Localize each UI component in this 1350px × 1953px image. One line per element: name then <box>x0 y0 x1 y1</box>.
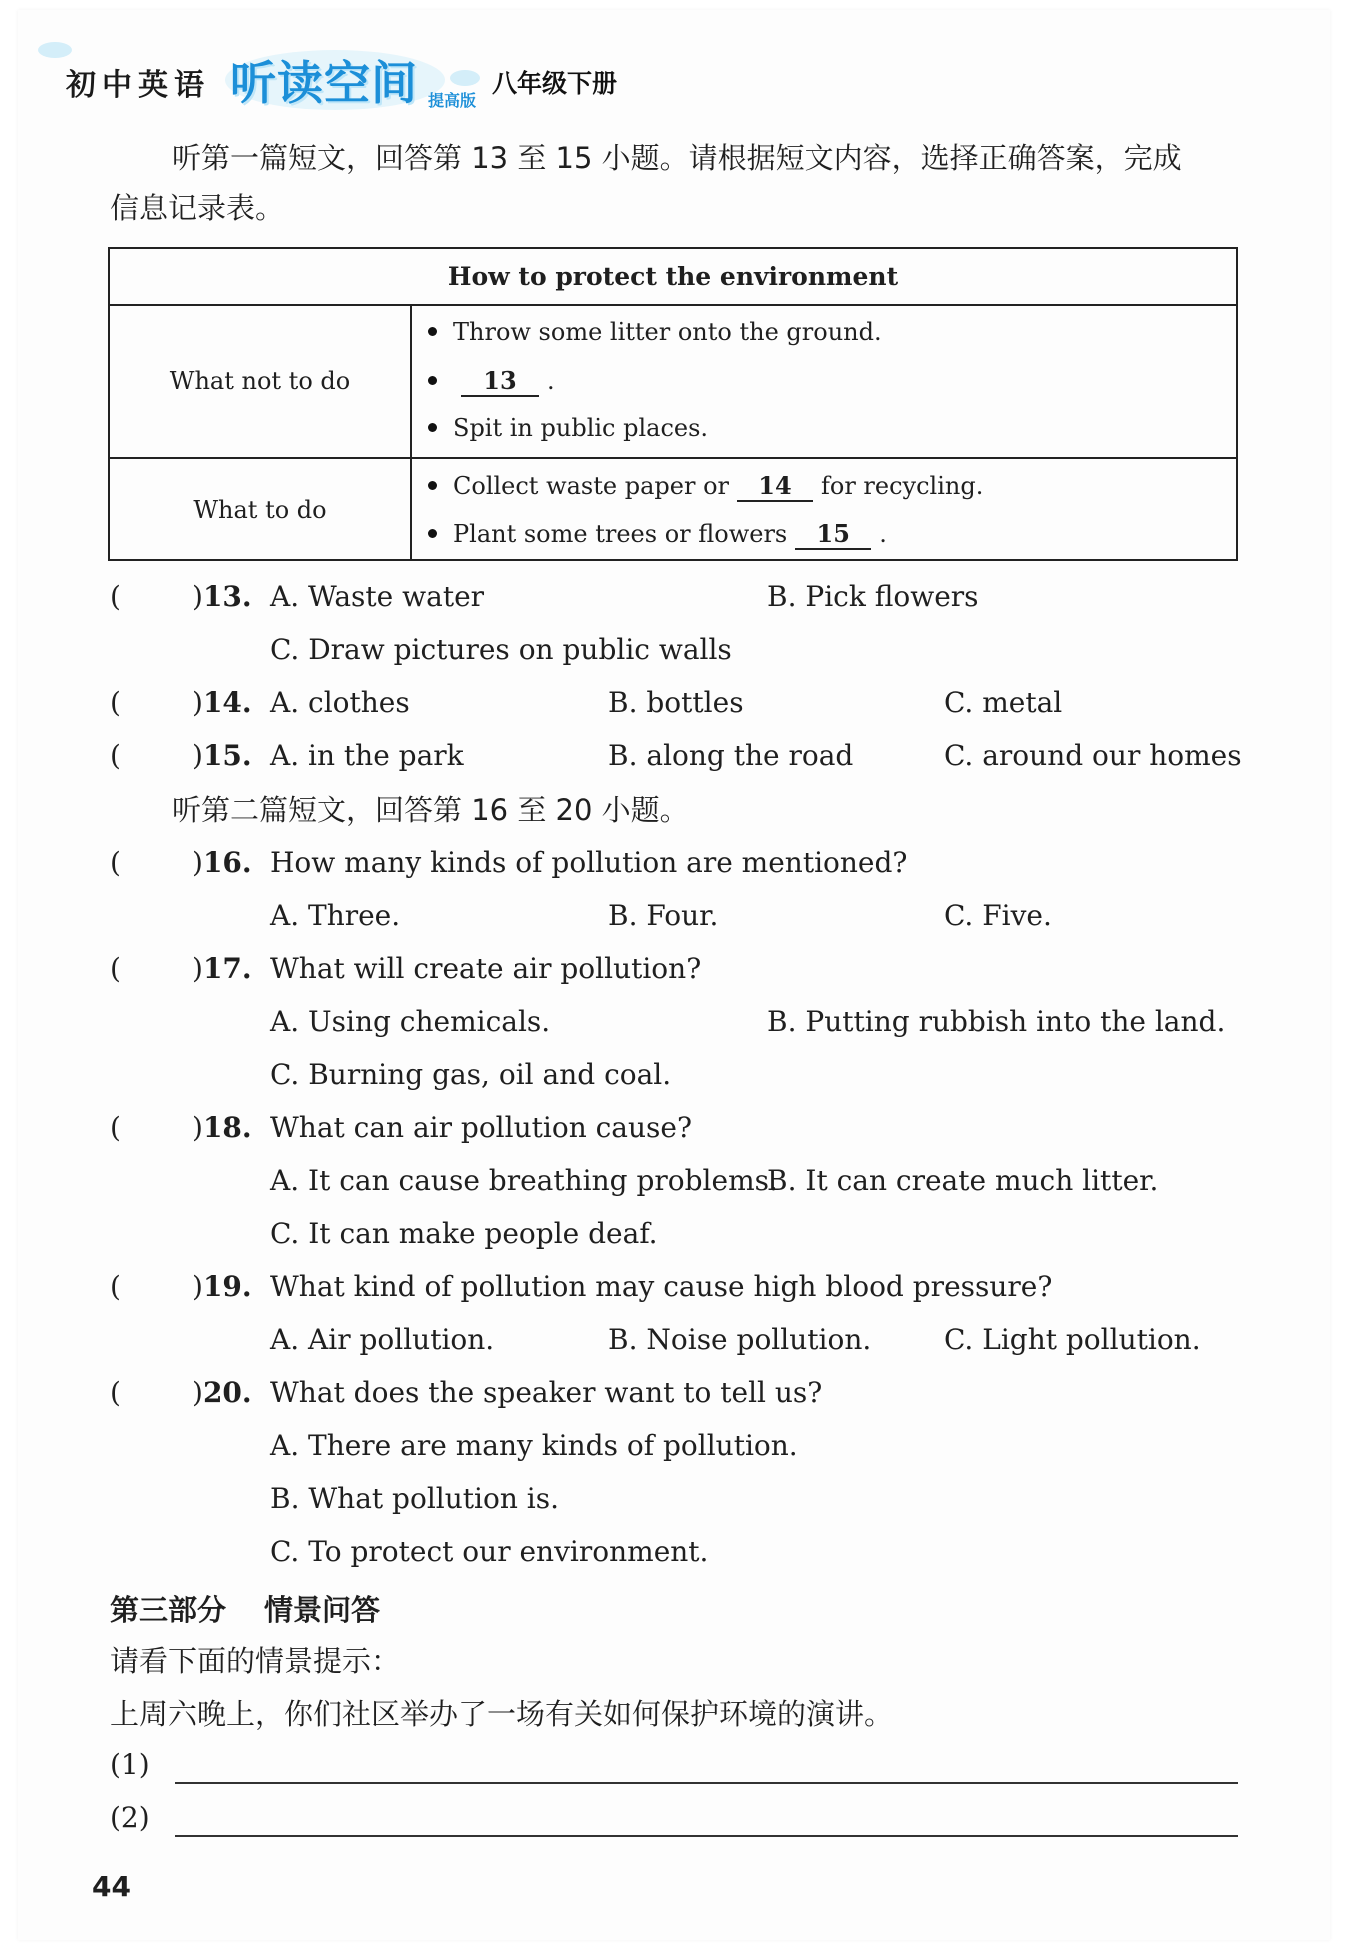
brand-logo: 听读空间 <box>230 56 418 110</box>
question-number: )15. <box>192 739 252 772</box>
option-a[interactable]: A. It can cause breathing problems. <box>270 1164 778 1197</box>
question-stem: What does the speaker want to tell us? <box>270 1376 823 1409</box>
option-c[interactable]: C. To protect our environment. <box>270 1535 709 1568</box>
answer-bracket[interactable]: ( <box>110 1270 121 1303</box>
question-stem: How many kinds of pollution are mentioned? <box>270 846 908 879</box>
question-number: )18. <box>192 1111 252 1144</box>
section-title: 第三部分 情景问答 <box>110 1593 381 1627</box>
option-a[interactable]: A. clothes <box>270 686 410 719</box>
option-c[interactable]: C. Five. <box>944 899 1052 932</box>
list-item: Throw some litter onto the ground. <box>428 318 882 346</box>
bullet-icon <box>428 481 437 490</box>
answer-bracket[interactable]: ( <box>110 686 121 719</box>
option-a[interactable]: A. Air pollution. <box>270 1323 495 1356</box>
table-row-to-do <box>110 459 1236 561</box>
option-a[interactable]: A. Three. <box>270 899 401 932</box>
question-stem: What can air pollution cause? <box>270 1111 692 1144</box>
option-a[interactable]: A. in the park <box>270 739 464 772</box>
table-row-not-to-do <box>110 304 1236 459</box>
option-c[interactable]: C. It can make people deaf. <box>270 1217 658 1250</box>
question-number: )17. <box>192 952 252 985</box>
answer-bracket[interactable]: ( <box>110 739 121 772</box>
list-item: 13 . <box>428 366 555 397</box>
answer-bracket[interactable]: ( <box>110 1376 121 1409</box>
option-b[interactable]: B. Noise pollution. <box>608 1323 872 1356</box>
option-b[interactable]: B. Pick flowers <box>767 580 979 613</box>
blank-14[interactable]: 14 <box>737 471 813 502</box>
question-number: )14. <box>192 686 252 719</box>
option-b[interactable]: B. Putting rubbish into the land. <box>767 1005 1226 1038</box>
option-a[interactable]: A. Waste water <box>270 580 485 613</box>
grade-label: 八年级下册 <box>492 69 618 98</box>
question-number: )13. <box>192 580 252 613</box>
question-stem: What kind of pollution may cause high blood pressure? <box>270 1270 1053 1303</box>
table-title: How to protect the environment <box>110 249 1236 306</box>
option-b[interactable]: B. bottles <box>608 686 744 719</box>
bullet-icon <box>428 529 437 538</box>
bullet-icon <box>428 376 437 385</box>
bullet-icon <box>428 327 437 336</box>
option-c[interactable]: C. Burning gas, oil and coal. <box>270 1058 672 1091</box>
blank-15[interactable]: 15 <box>795 519 871 550</box>
row-label: What not to do <box>110 304 412 457</box>
info-table <box>108 247 1238 561</box>
part1-instructions-cont: 信息记录表。 <box>110 191 285 225</box>
row-label: What to do <box>110 459 412 561</box>
edition-label: 提高版 <box>428 91 477 110</box>
option-c[interactable]: C. Draw pictures on public walls <box>270 633 732 666</box>
answer-bracket[interactable]: ( <box>110 846 121 879</box>
option-a[interactable]: A. Using chemicals. <box>270 1005 551 1038</box>
book-header <box>60 42 1260 122</box>
answer-line-2[interactable] <box>175 1835 1238 1837</box>
option-c[interactable]: C. around our homes <box>944 739 1242 772</box>
answer-label: (1) <box>110 1748 150 1781</box>
question-stem: What will create air pollution? <box>270 952 702 985</box>
answer-line-1[interactable] <box>175 1782 1238 1784</box>
list-item: Plant some trees or flowers 15 . <box>428 519 887 550</box>
option-c[interactable]: C. Light pollution. <box>944 1323 1201 1356</box>
scenario-prompt: 请看下面的情景提示： <box>110 1644 401 1678</box>
option-b[interactable]: B. What pollution is. <box>270 1482 559 1515</box>
blank-13[interactable]: 13 <box>461 366 539 397</box>
answer-label: (2) <box>110 1801 150 1834</box>
part2-instructions: 听第二篇短文，回答第 16 至 20 小题。 <box>172 793 689 827</box>
list-item: Spit in public places. <box>428 414 708 442</box>
scenario-text: 上周六晚上，你们社区举办了一场有关如何保护环境的演讲。 <box>110 1697 894 1731</box>
option-b[interactable]: B. It can create much litter. <box>767 1164 1159 1197</box>
option-b[interactable]: B. Four. <box>608 899 719 932</box>
question-number: )20. <box>192 1376 252 1409</box>
question-number: )19. <box>192 1270 252 1303</box>
question-number: )16. <box>192 846 252 879</box>
option-c[interactable]: C. metal <box>944 686 1063 719</box>
answer-bracket[interactable]: ( <box>110 952 121 985</box>
option-a[interactable]: A. There are many kinds of pollution. <box>270 1429 798 1462</box>
series-title: 初中英语 <box>66 68 210 103</box>
page-number: 44 <box>92 1870 131 1903</box>
list-item: Collect waste paper or 14 for recycling. <box>428 471 983 502</box>
bullet-icon <box>428 423 437 432</box>
part1-instructions: 听第一篇短文，回答第 13 至 15 小题。请根据短文内容，选择正确答案，完成 <box>172 141 1182 175</box>
option-b[interactable]: B. along the road <box>608 739 854 772</box>
answer-bracket[interactable]: ( <box>110 1111 121 1144</box>
answer-bracket[interactable]: ( <box>110 580 121 613</box>
